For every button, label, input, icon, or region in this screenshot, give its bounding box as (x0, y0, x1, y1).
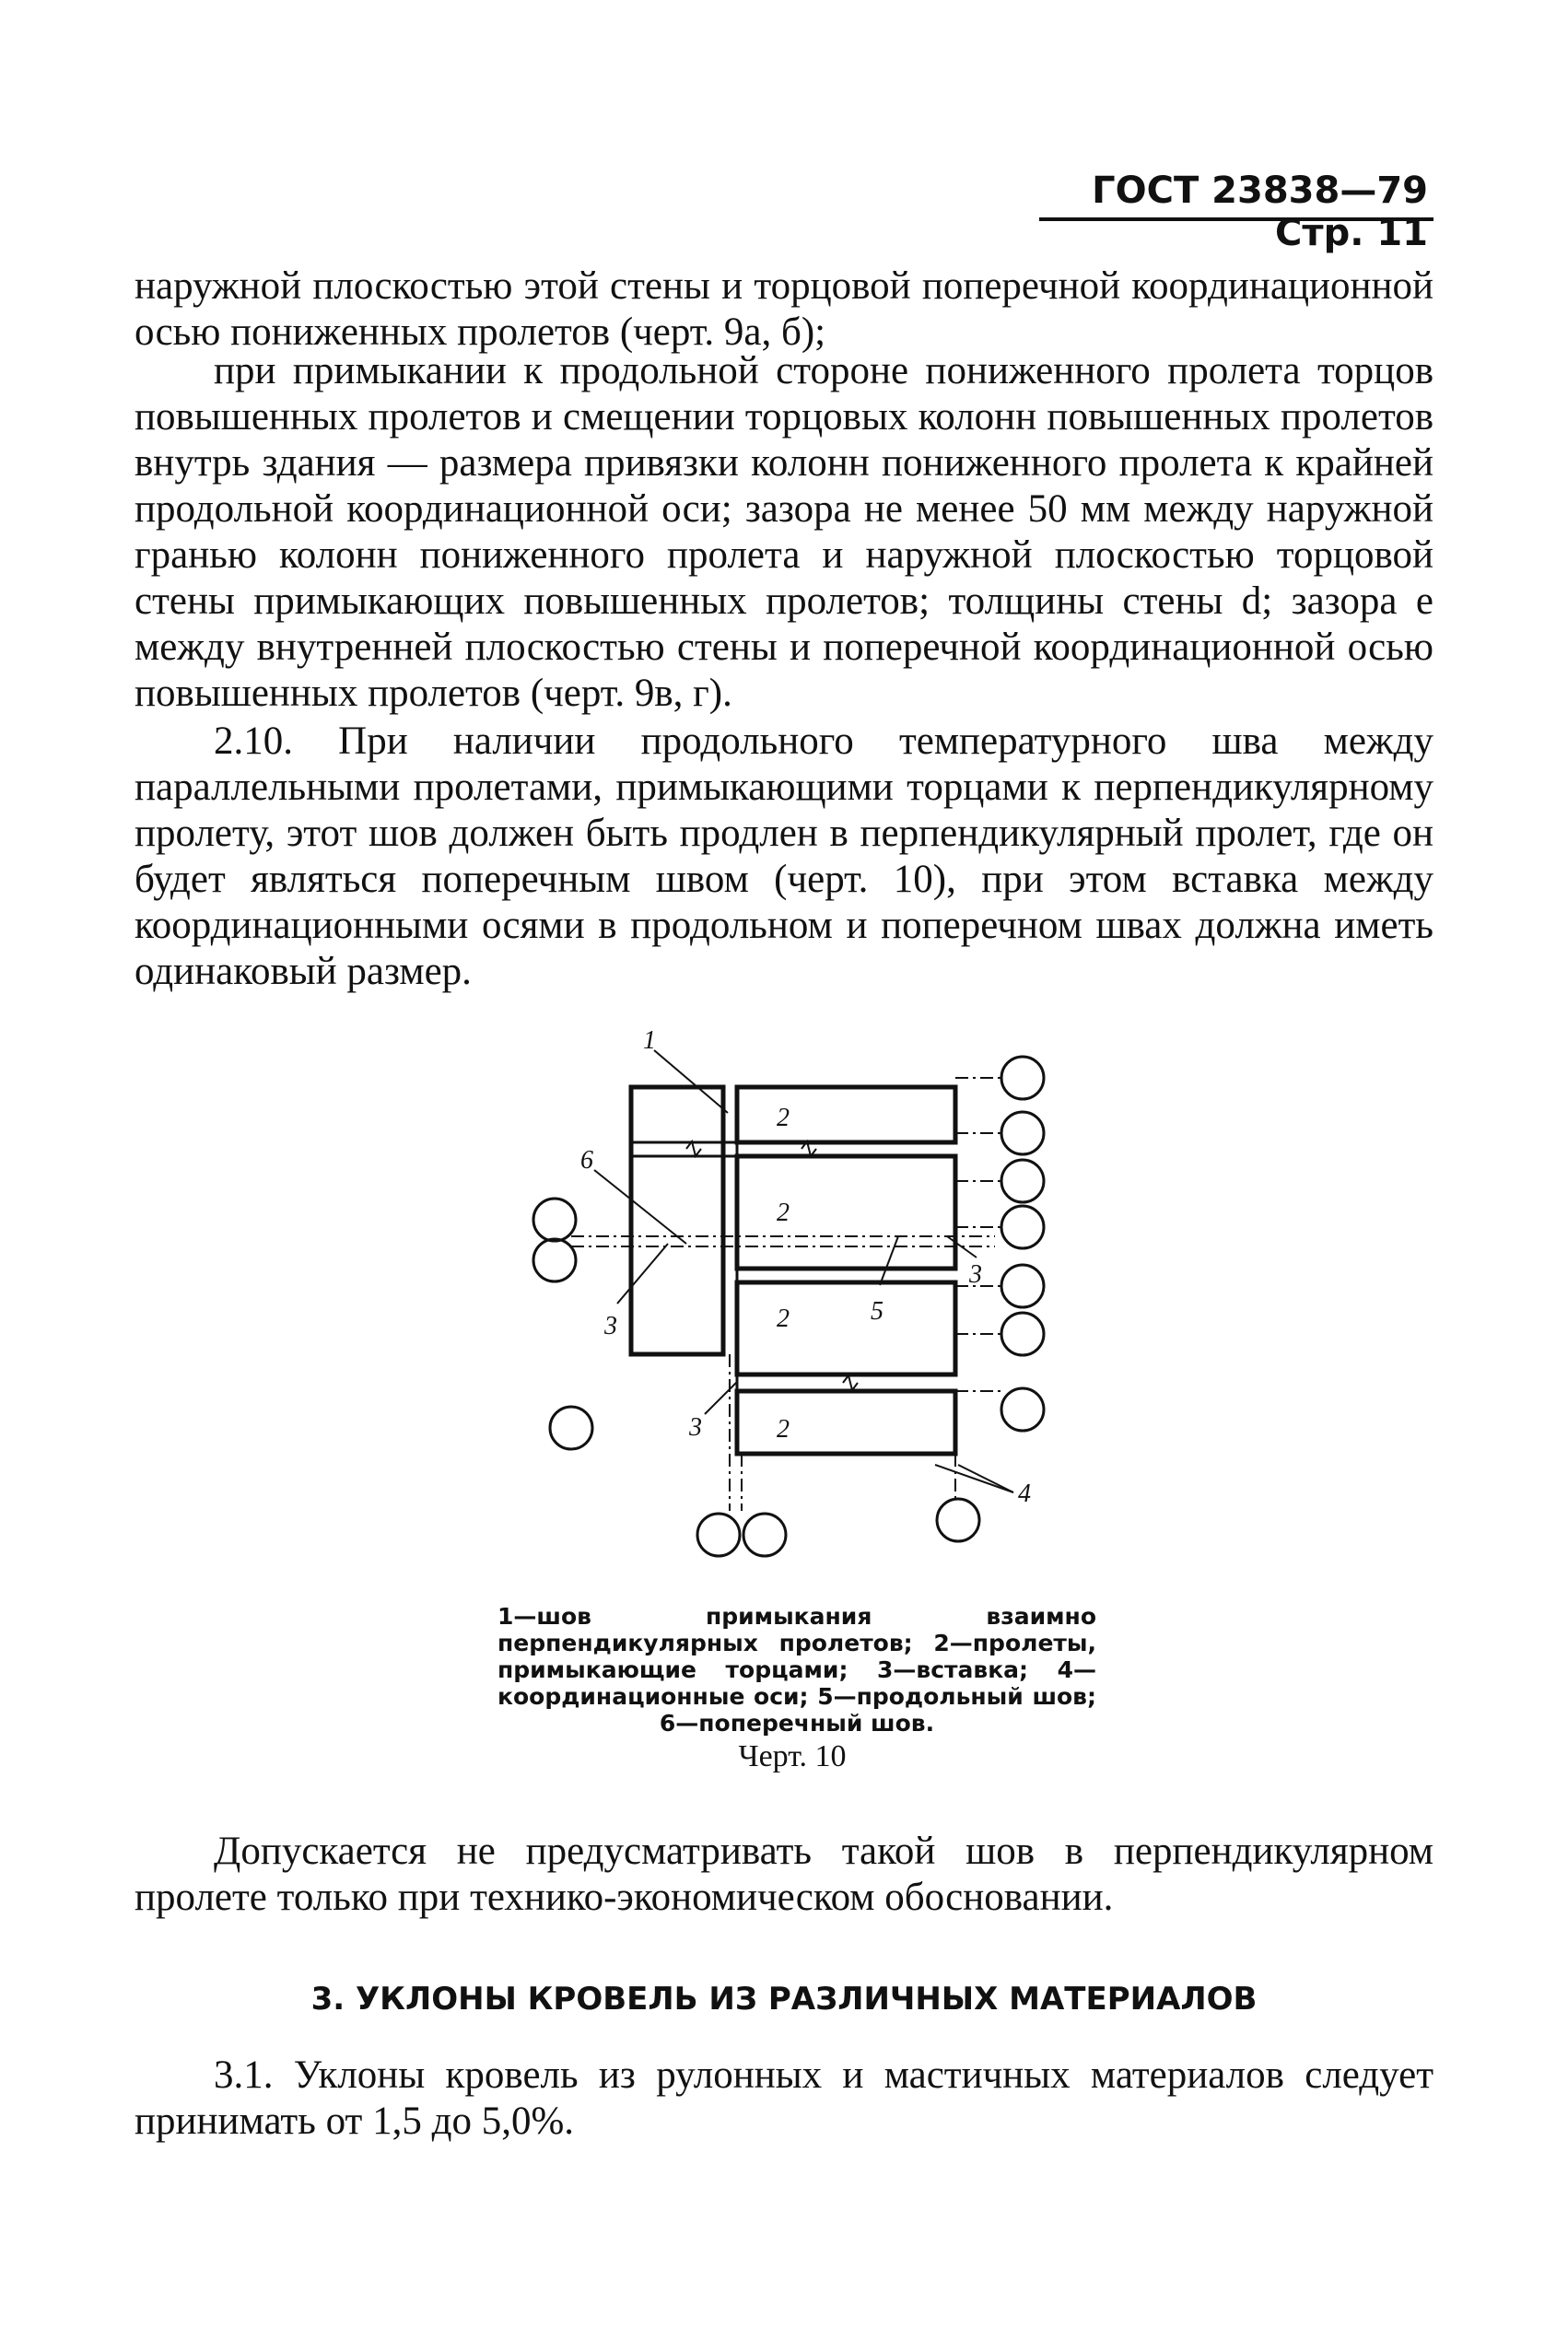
label-3: 3 (969, 1260, 982, 1289)
paragraph-text: при примыкании к продольной стороне пониженного пролета торцов повышенных пролетов и смещении торцовых колонн повышенных пролетов внутрь здания — размера привязки колонн пониженного пролета к крайней продольной координационной оси; зазора не менее 50 мм между наружной гранью колонн пониженного пролета и наружной плоскостью торцовой стены примыкающих повышенных пролетов; толщины стены d; зазора е между внутренней плоскостью стены и поперечной координационной осью повышенных пролетов (черт. 9в, г). (135, 349, 1433, 715)
left-span-block (631, 1087, 723, 1354)
span-rect (737, 1156, 955, 1269)
paragraph-continuation (135, 263, 1433, 356)
label-1: 1 (643, 1026, 656, 1055)
page-header: ГОСТ 23838—79 Стр. 11 (1092, 170, 1428, 254)
label-2: 2 (777, 1304, 790, 1333)
paragraph-3-1 (135, 2053, 1433, 2145)
label-5: 5 (871, 1297, 883, 1326)
figure-caption: 1—шов примыкания взаимно перпендикулярных пролетов; 2—пролеты, примыкающие торцами; 3—вставка; 4—координационные оси; 5—продольный шов; 6—поперечный шов. (497, 1603, 1096, 1737)
paragraph-text: 3.1. Уклоны кровель из рулонных и мастичных материалов следует принимать от 1,5 до 5,0%. (135, 2053, 1433, 2143)
label-3: 3 (689, 1413, 702, 1442)
label-6: 6 (580, 1146, 593, 1175)
paragraph-allowance (135, 1829, 1433, 1921)
drawing-10 (516, 1023, 1106, 1594)
paragraph-2-10 (135, 719, 1433, 995)
span-rect (737, 1391, 955, 1454)
leader-lines (594, 1050, 1013, 1492)
label-4: 4 (1018, 1480, 1031, 1508)
section-heading: 3. УКЛОНЫ КРОВЕЛЬ ИЗ РАЗЛИЧНЫХ МАТЕРИАЛОВ (310, 1981, 1258, 2018)
header-rule (1039, 217, 1433, 221)
label-2: 2 (777, 1199, 790, 1227)
figure-title: Черт. 10 (738, 1739, 847, 1773)
paragraph-text: Допускается не предусматривать такой шов в перпендикулярном пролете только при технико-экономическом обосновании. (135, 1830, 1433, 1919)
label-2: 2 (777, 1104, 790, 1132)
paragraph-clearances (135, 348, 1433, 717)
paragraph-text: наружной плоскостью этой стены и торцовой поперечной координационной осью пониженных пролетов (черт. 9а, б); (135, 264, 1433, 354)
label-2: 2 (777, 1415, 790, 1444)
label-3: 3 (604, 1312, 617, 1340)
span-rect (737, 1282, 955, 1375)
paragraph-text: 2.10. При наличии продольного температурного шва между параллельными пролетами, примыкающими торцами к перпендикулярному пролету, этот шов должен быть продлен в перпендикулярный пролет, где он будет являться поперечным швом (черт. 10), при этом вставка между координационными осями в продольном и поперечном швах должна иметь одинаковый размер. (135, 719, 1433, 993)
break-symbol (843, 1375, 858, 1390)
span-rect (737, 1087, 955, 1142)
